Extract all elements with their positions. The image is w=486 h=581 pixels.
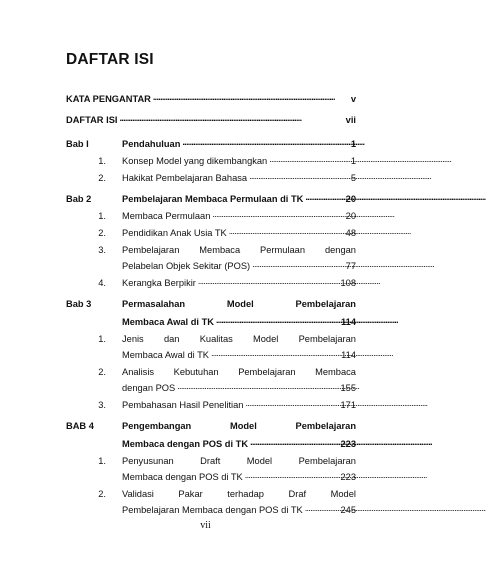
dot-leader xyxy=(229,224,344,238)
dot-leader xyxy=(216,313,339,327)
dot-leader xyxy=(119,111,343,125)
entry-page-number: 1 xyxy=(350,139,356,149)
item-number: 2. xyxy=(98,367,106,377)
item-number: 3. xyxy=(98,400,106,410)
entry-page-number: 77 xyxy=(345,261,356,271)
word: Pembelajaran xyxy=(298,334,356,344)
section-entry[interactable] xyxy=(122,398,356,412)
word: Permulaan xyxy=(260,245,306,255)
section-entry[interactable] xyxy=(122,348,356,362)
dot-leader xyxy=(249,169,349,183)
chapter-entry[interactable] xyxy=(122,137,356,151)
entry-page-number: vii xyxy=(345,115,356,125)
front-entry[interactable] xyxy=(66,113,356,127)
dot-leader xyxy=(245,396,338,410)
chapter-label: Bab 3 xyxy=(66,299,92,309)
chapter-entry[interactable] xyxy=(122,437,356,451)
entry-title: Pembahasan Hasil Penelitian xyxy=(122,400,244,410)
section-title-line xyxy=(122,365,356,379)
entry-page-number: v xyxy=(350,94,356,104)
section-title-line xyxy=(122,243,356,257)
chapter-entry[interactable] xyxy=(122,315,356,329)
word: Model xyxy=(229,421,257,431)
entry-title: Membaca dengan POS di TK xyxy=(122,472,243,482)
word: Model xyxy=(253,334,279,344)
entry-title: dengan POS xyxy=(122,383,176,393)
chapter-title-line xyxy=(122,419,356,433)
word: Membaca xyxy=(199,245,241,255)
entry-title: Membaca Permulaan xyxy=(122,211,211,221)
item-number: 1. xyxy=(98,211,106,221)
word: Pembelajaran xyxy=(295,299,356,309)
word: Analisis xyxy=(122,367,155,377)
section-title-line xyxy=(122,332,356,346)
entry-title: Hakikat Pembelajaran Bahasa xyxy=(122,173,248,183)
section-title-line xyxy=(122,487,356,501)
chapter-entry[interactable] xyxy=(122,192,356,206)
entry-page-number: 20 xyxy=(345,211,356,221)
entry-page-number: 108 xyxy=(340,278,356,288)
item-number: 2. xyxy=(98,173,106,183)
entry-title: Konsep Model yang dikembangkan xyxy=(122,156,268,166)
word: terhadap xyxy=(227,489,264,499)
section-entry[interactable] xyxy=(122,470,356,484)
word: Pembelajaran xyxy=(298,456,356,466)
item-number: 2. xyxy=(98,228,106,238)
entry-title: Pendidikan Anak Usia TK xyxy=(122,228,227,238)
word: Draft xyxy=(200,456,221,466)
item-number: 1. xyxy=(98,156,106,166)
entry-title: Membaca dengan POS di TK xyxy=(122,439,249,449)
dot-leader xyxy=(245,468,339,482)
word: Membaca xyxy=(315,367,356,377)
section-entry[interactable] xyxy=(122,226,356,240)
word: Pembelajaran xyxy=(295,421,356,431)
dot-leader xyxy=(153,90,349,104)
chapter-title-line xyxy=(122,297,356,311)
entry-page-number: 20 xyxy=(345,194,356,204)
section-entry[interactable] xyxy=(122,154,356,168)
entry-title: DAFTAR ISI xyxy=(66,115,118,125)
entry-page-number: 223 xyxy=(340,439,356,449)
word: Pembelajaran xyxy=(122,245,180,255)
word: Model xyxy=(226,299,254,309)
dot-leader xyxy=(198,274,339,288)
word: Permasalahan xyxy=(122,299,186,309)
word: Kebutuhan xyxy=(173,367,219,377)
section-entry[interactable] xyxy=(122,503,356,517)
entry-page-number: 171 xyxy=(340,400,356,410)
entry-page-number: 245 xyxy=(340,505,356,515)
entry-page-number: 114 xyxy=(341,350,356,360)
word: Pakar xyxy=(178,489,203,499)
entry-title: Pembelajaran Membaca dengan POS di TK xyxy=(122,505,303,515)
front-entry[interactable] xyxy=(66,92,356,106)
chapter-label: Bab 2 xyxy=(66,194,92,204)
word: Kualitas xyxy=(199,334,233,344)
section-title-line xyxy=(122,454,356,468)
entry-page-number: 48 xyxy=(345,228,356,238)
entry-title: Pendahuluan xyxy=(122,139,181,149)
item-number: 1. xyxy=(98,456,106,466)
section-entry[interactable] xyxy=(122,171,356,185)
word: Pembelajaran xyxy=(238,367,296,377)
word: Model xyxy=(330,489,356,499)
item-number: 4. xyxy=(98,278,106,288)
entry-title: Membaca Awal di TK xyxy=(122,317,214,327)
chapter-label: BAB 4 xyxy=(66,421,94,431)
dot-leader xyxy=(269,152,349,166)
entry-title: Kerangka Berpikir xyxy=(122,278,196,288)
dot-leader xyxy=(305,190,343,204)
dot-leader xyxy=(305,501,339,515)
word: Pengembangan xyxy=(122,421,192,431)
word: Model xyxy=(246,456,273,466)
word: Jenis xyxy=(122,334,144,344)
item-number: 3. xyxy=(98,245,106,255)
item-number: 2. xyxy=(98,489,106,499)
chapter-label: Bab I xyxy=(66,139,89,149)
entry-page-number: 5 xyxy=(350,173,356,183)
entry-page-number: 155 xyxy=(340,383,356,393)
dot-leader xyxy=(182,135,348,149)
dot-leader xyxy=(250,435,338,449)
page-title: DAFTAR ISI xyxy=(66,51,154,68)
dot-leader xyxy=(252,257,344,271)
entry-title: Pembelajaran Membaca Permulaan di TK xyxy=(122,194,304,204)
dot-leader xyxy=(177,379,338,393)
item-number: 1. xyxy=(98,334,106,344)
word: Validasi xyxy=(122,489,154,499)
word: dan xyxy=(163,334,180,344)
page-number-footer: vii xyxy=(200,520,211,531)
entry-title: Pelabelan Objek Sekitar (POS) xyxy=(122,261,251,271)
section-entry[interactable] xyxy=(122,276,356,290)
section-entry[interactable] xyxy=(122,259,356,273)
word: Penyusunan xyxy=(122,456,174,466)
entry-page-number: 223 xyxy=(340,472,356,482)
entry-title: KATA PENGANTAR xyxy=(66,94,151,104)
section-entry[interactable] xyxy=(122,209,356,223)
word: dengan xyxy=(324,245,356,255)
dot-leader xyxy=(212,207,343,221)
entry-title: Membaca Awal di TK xyxy=(122,350,209,360)
word: Draf xyxy=(288,489,307,499)
section-entry[interactable] xyxy=(122,381,356,395)
dot-leader xyxy=(211,346,339,360)
entry-page-number: 1 xyxy=(350,156,356,166)
entry-page-number: 114 xyxy=(341,317,356,327)
